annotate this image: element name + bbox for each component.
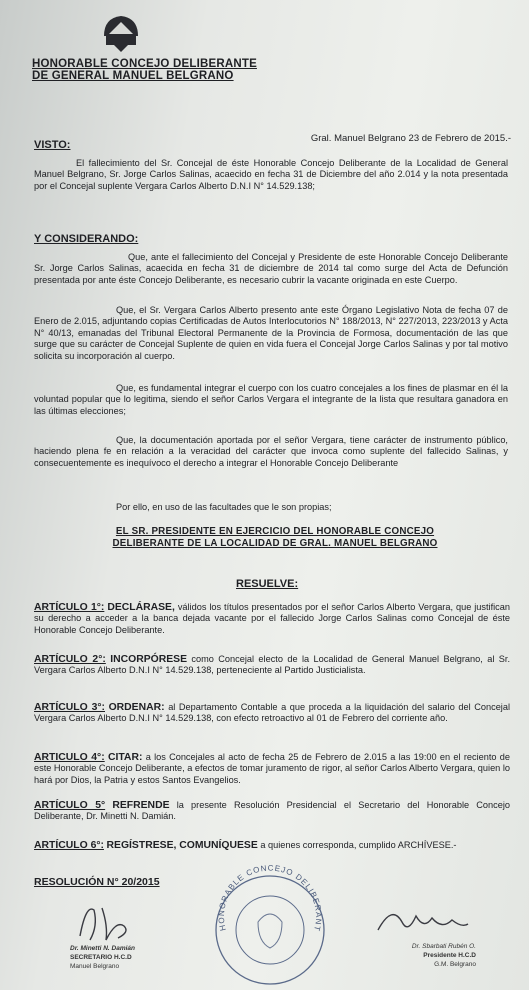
- presidente-line-2: DELIBERANTE DE LA LOCALIDAD DE GRAL. MANUEL BELGRANO: [112, 537, 438, 549]
- signature-left-name: Dr. Minetti N. Damián: [70, 945, 136, 952]
- signature-left-scribble: [72, 896, 142, 946]
- article-4: [34, 752, 510, 786]
- article-1-verb: DECLÁRASE,: [107, 602, 175, 613]
- signature-left-title: SECRETARIO H.C.D: [70, 954, 132, 961]
- considerando-paragraph-4: Que, la documentación aportada por el señor Vergara, tiene carácter de instrumento público, haciendo plena fe en relación a la veracidad del carácter que invoca como suplente del fallecido Salinas, y consecuentemente es inequívoco el derecho a integrar el Honorable Concejo Deliberante: [34, 435, 508, 468]
- article-2: [34, 654, 510, 677]
- article-2-label: ARTÍCULO 2°:: [34, 654, 106, 665]
- article-2-verb: INCORPÓRESE: [110, 654, 188, 665]
- article-3-label: ARTÍCULO 3°:: [34, 702, 105, 713]
- visto-text: El fallecimiento del Sr. Concejal de éste Honorable Concejo Deliberante de la Localidad de General Manuel Belgrano, Sr. Jorge Carlos Salinas, acaecido en fecha 31 de Diciembre del año 2.014 y la nota presentada por el Concejal suplente Vergara Carlos Alberto D.N.I N° 14.529.138;: [34, 158, 508, 191]
- resolution-number: RESOLUCIÓN N° 20/2015: [34, 876, 160, 888]
- article-3-text: al Departamento Contable a que proceda a la liquidación del salario del Concejal Vergara Carlos Alberto D.N.I N° 14.529.138, con efecto retroactivo al 01 de Febrero del corriente año.: [34, 702, 510, 724]
- article-5-text: la presente Resolución Presidencial el Secretario del Honorable Concejo Deliberante, Dr. Minetti N. Damián.: [34, 800, 511, 822]
- considerando-paragraph-5: Por ello, en uso de las facultades que le son propias;: [116, 502, 332, 512]
- article-6-label: ARTÍCULO 6°:: [34, 840, 104, 851]
- article-4-label: ARTICULO 4°:: [34, 752, 105, 763]
- official-stamp: [212, 862, 328, 990]
- signature-left-place: Manuel Belgrano: [70, 963, 120, 970]
- article-5: [34, 800, 510, 823]
- visto-heading: VISTO:: [34, 139, 71, 151]
- article-2-text: como Concejal electo de la Localidad de General Manuel Belgrano, al Sr. Vergara Carlos Alberto D.N.I N° 14.529.138, perteneciente al Partido Justicialista.: [34, 654, 510, 676]
- considerando-paragraph-1: Que, ante el fallecimiento del Concejal y Presidente de este Honorable Concejo Deliberante Sr. Jorge Carlos Salinas, acaecida en fecha 31 de diciembre de 2014 tal como surge del Acta de Defunción presentada por ante éste Concejo Deliberante, es necesario cubrir la vacante originada en este Cuerpo.: [34, 252, 508, 285]
- article-6-text: a quienes corresponda, cumplido ARCHÍVESE.-: [260, 840, 457, 850]
- article-4-verb: CITAR:: [107, 752, 143, 763]
- article-3-verb: ORDENAR:: [108, 702, 165, 713]
- article-6-verb: REGÍSTRESE, COMUNÍQUESE: [106, 840, 258, 851]
- signature-right-place: G.M. Belgrano: [434, 961, 476, 968]
- considerando-heading: Y CONSIDERANDO:: [34, 233, 139, 245]
- article-1: [34, 602, 510, 636]
- presidente-line-1: EL SR. PRESIDENTE EN EJERCICIO DEL HONORABLE CONCEJO: [115, 526, 435, 537]
- resuelve-heading: RESUELVE:: [236, 578, 299, 590]
- article-5-verb: REFRENDE: [112, 800, 170, 811]
- date-line: Gral. Manuel Belgrano 23 de Febrero de 2015.-: [310, 133, 511, 144]
- signature-right-name: Dr. Sbarbati Rubén O.: [411, 943, 476, 950]
- signature-left-block: [70, 944, 135, 971]
- presidente-block: [40, 526, 510, 549]
- signature-right-title: Presidente H.C.D: [423, 952, 476, 959]
- signature-right-block: [376, 942, 476, 969]
- header-line-1: HONORABLE CONCEJO DELIBERANTE: [32, 58, 257, 70]
- considerando-paragraph-3: Que, es fundamental integrar el cuerpo con los cuatro concejales a los fines de plasmar en él la voluntad popular que lo legitima, siendo el señor Carlos Vergara el integrante de la lista que resultara ganadora en las últimas elecciones;: [34, 383, 508, 416]
- article-4-text: a los Concejales al acto de fecha 25 de Febrero de 2.015 a las 19:00 en el reciento de este Honorable Concejo Deliberante, a efectos de tomar juramento de rigor, al señor Carlos Alberto Vergara, quien lo hará por Dios, la Patria y estos Santos Evangelios.: [34, 752, 511, 785]
- svg-text:HONORABLE CONCEJO DELIBERANTE: [212, 862, 323, 933]
- emblem-logo: [100, 12, 142, 54]
- article-3: [34, 702, 510, 725]
- institution-header: [32, 58, 257, 82]
- header-line-2: DE GENERAL MANUEL BELGRANO: [32, 70, 234, 82]
- article-1-text: válidos los títulos presentados por el señor Carlos Alberto Vergara, que justifican su derecho a acceder a la banca dejada vacante por el fallecido Jorge Carlos Salinas como Concejal de éste Honorable Concejo Deliberante.: [34, 602, 510, 635]
- stamp-text: HONORABLE CONCEJO DELIBERANT: [216, 863, 324, 933]
- signature-right-scribble: [372, 900, 472, 946]
- article-6: [34, 840, 510, 851]
- article-5-label: ARTÍCULO 5°: [34, 800, 106, 811]
- considerando-paragraph-2: Que, el Sr. Vergara Carlos Alberto presento ante este Órgano Legislativo Nota de fecha 07 de Enero de 2.015, adjuntando copias Certificadas de Autos Interlocutorios N° 188/2013, N° 227/2013, 223/2013 y Acta N° 40/13, emanadas del Tribunal Electoral Permanente de la Provincia de Formosa, documentación de las que surge que su carácter de Concejal Suplente de quien en vida fuera el Concejal Jorge Carlos Salinas y por tal motivo solicita su incorporación al cuerpo.: [34, 305, 508, 361]
- article-1-label: ARTÍCULO 1°:: [34, 602, 105, 613]
